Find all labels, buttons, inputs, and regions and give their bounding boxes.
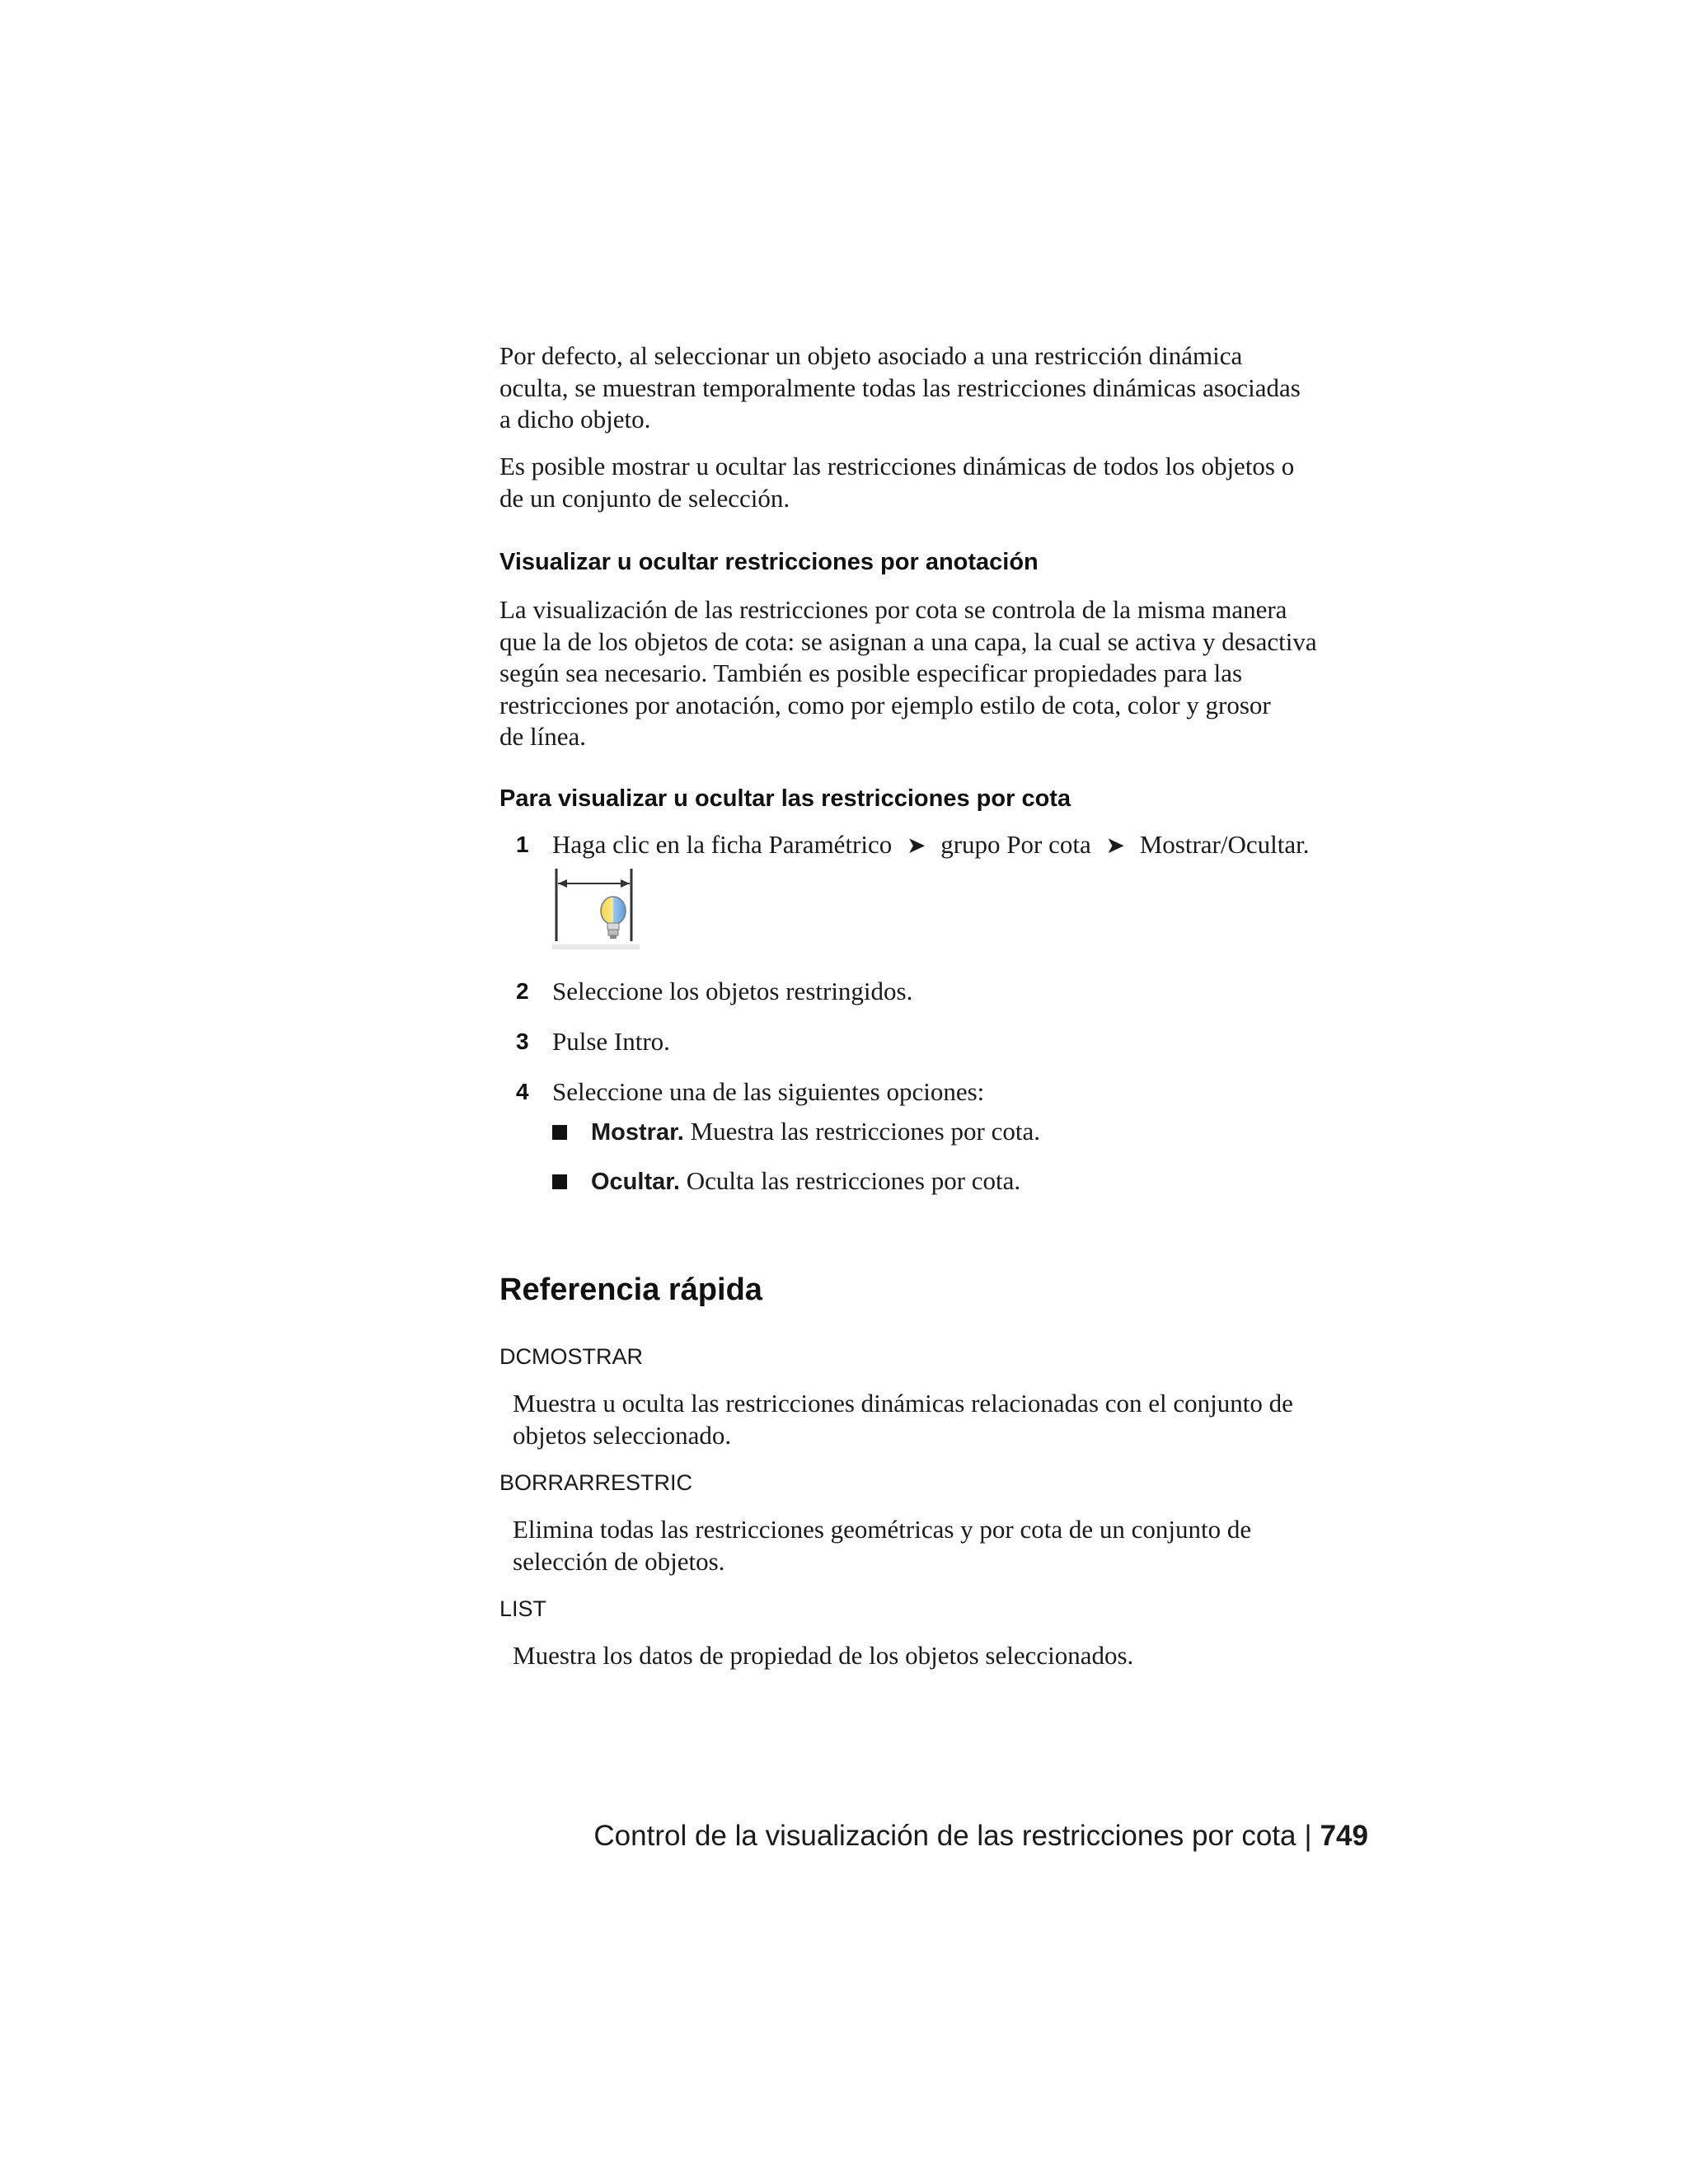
step-number: 1 xyxy=(516,832,529,857)
section-heading: Visualizar u ocultar restricciones por anotación xyxy=(499,549,1039,575)
square-bullet-icon xyxy=(552,1174,567,1189)
step-number: 3 xyxy=(516,1029,529,1054)
text-line: Por defecto, al seleccionar un objeto asociado a una restricción dinámica xyxy=(499,341,1243,370)
text-line: selección de objetos. xyxy=(513,1546,725,1576)
command-name: LIST xyxy=(499,1596,547,1621)
option-term: Ocultar. xyxy=(591,1169,680,1195)
text-line: restricciones por anotación, como por ejemplo estilo de cota, color y grosor xyxy=(499,690,1271,719)
text-line: oculta, se muestran temporalmente todas las restricciones dinámicas asociadas xyxy=(499,373,1301,402)
command-name: DCMOSTRAR xyxy=(499,1344,643,1369)
option-term: Mostrar. xyxy=(591,1119,684,1146)
square-bullet-icon xyxy=(552,1125,567,1140)
step-text: Seleccione una de las siguientes opciones: xyxy=(552,1077,985,1106)
procedure-heading: Para visualizar u ocultar las restricciones por cota xyxy=(499,785,1071,812)
command-description xyxy=(513,1640,1133,1672)
text-line: Muestra los datos de propiedad de los objetos seleccionados. xyxy=(513,1641,1134,1670)
text-line: que la de los objetos de cota: se asignan a una capa, la cual se activa y desactiva xyxy=(499,626,1317,656)
intro-paragraph-2 xyxy=(499,451,1294,514)
option-desc: Muestra las restricciones por cota. xyxy=(690,1117,1040,1146)
text-line: La visualización de las restricciones por cota se controla de la misma manera xyxy=(499,595,1287,624)
section-body xyxy=(499,594,1317,753)
footer-title: Control de la visualización de las restricciones por cota xyxy=(593,1820,1296,1852)
option-desc: Oculta las restricciones por cota. xyxy=(686,1166,1021,1195)
text-line: Muestra u oculta las restricciones dinámicas relacionadas con el conjunto de xyxy=(513,1389,1293,1418)
option-text xyxy=(591,1116,1040,1149)
step-text: Seleccione los objetos restringidos. xyxy=(552,977,913,1005)
step-number: 4 xyxy=(516,1079,529,1104)
page-number: 749 xyxy=(1320,1820,1368,1852)
arrow-right-icon: ➤ xyxy=(1105,832,1125,859)
step-text: Pulse Intro. xyxy=(552,1027,670,1056)
text-line: de línea. xyxy=(499,722,587,751)
arrow-right-icon: ➤ xyxy=(907,832,926,859)
step-text-part: grupo Por cota xyxy=(940,830,1091,859)
text-line: según sea necesario. También es posible especificar propiedades para las xyxy=(499,658,1243,687)
text-line: Es posible mostrar u ocultar las restricciones dinámicas de todos los objetos o xyxy=(499,452,1295,480)
command-name: BORRARRESTRIC xyxy=(499,1470,693,1495)
text-line: objetos seleccionado. xyxy=(513,1420,732,1450)
text-line: Elimina todas las restricciones geométricas y por cota de un conjunto de xyxy=(513,1515,1252,1544)
command-description xyxy=(513,1388,1293,1451)
footer-separator: | xyxy=(1304,1820,1312,1852)
quickref-heading: Referencia rápida xyxy=(499,1272,762,1307)
command-description xyxy=(513,1514,1251,1577)
step-text xyxy=(552,829,1309,862)
text-line: de un conjunto de selección. xyxy=(499,483,790,513)
intro-paragraph-1 xyxy=(499,340,1301,436)
step-text-part: Mostrar/Ocultar. xyxy=(1139,830,1310,859)
step-text-part: Haga clic en la ficha Paramétrico xyxy=(552,830,893,859)
step-number: 2 xyxy=(516,978,529,1004)
page-footer xyxy=(593,1819,1368,1854)
option-text xyxy=(591,1165,1020,1198)
text-line: a dicho objeto. xyxy=(499,405,651,434)
show-hide-dimensional-constraints-icon xyxy=(551,865,641,951)
